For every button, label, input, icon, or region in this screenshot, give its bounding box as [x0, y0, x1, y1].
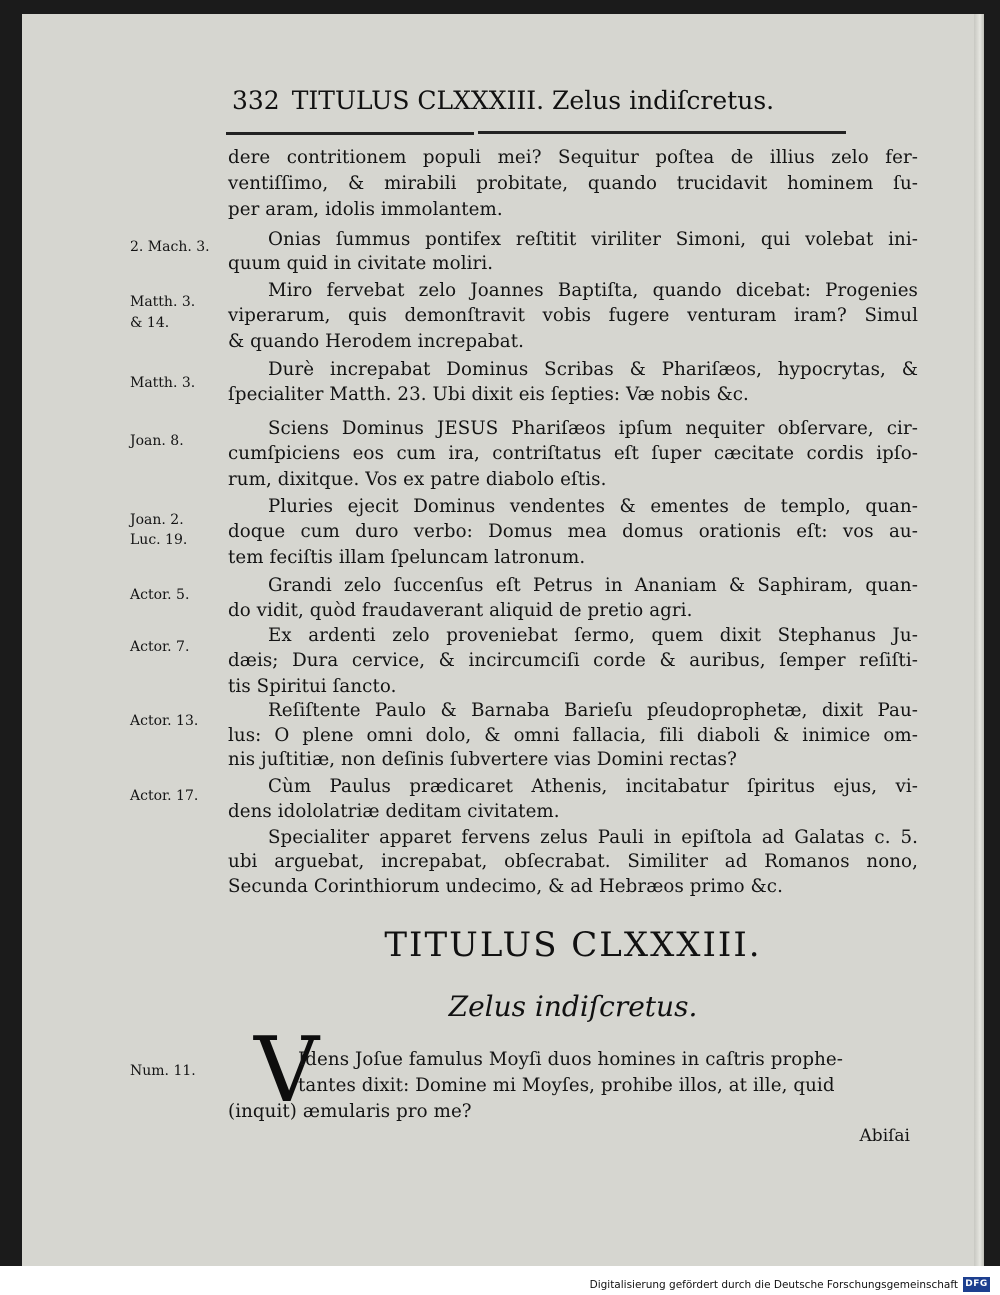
margin-note: Actor. 5.: [130, 587, 190, 603]
text-line: cumſpiciens eos cum ira, contriſtatus eſt ſuper cæcitate cordis ipſo-: [228, 443, 918, 464]
text-line: tantes dixit: Domine mi Moyſes, prohibe illos, at ille, quid: [298, 1075, 835, 1096]
text-line: ubi arguebat, increpabat, obſecrabat. Similiter ad Romanos nono,: [228, 851, 918, 872]
margin-note: 2. Mach. 3.: [130, 239, 210, 255]
text-line: ſpecialiter Matth. 23. Ubi dixit eis ſepties: Væ nobis &c.: [228, 384, 749, 405]
header-rule-right: [478, 131, 846, 134]
text-line: Onias ſummus pontifex reſtitit viriliter Simoni, qui volebat ini-: [268, 229, 918, 250]
text-line: quum quid in civitate moliri.: [228, 253, 494, 274]
margin-note: Joan. 8.: [130, 433, 184, 449]
text-line: dæis; Dura cervice, & incircumciſi corde & auribus, ſemper reſiſti-: [228, 650, 918, 671]
text-line: doque cum duro verbo: Domus mea domus orationis eſt: vos au-: [228, 521, 918, 542]
digitization-credit: Digitalisierung gefördert durch die Deutsche Forschungsgemeinschaft: [589, 1279, 958, 1291]
margin-note: Joan. 2.: [130, 512, 184, 528]
text-line: Grandi zelo ſuccenſus eſt Petrus in Ananiam & Saphiram, quan-: [268, 575, 918, 596]
text-line: per aram, idolis immolantem.: [228, 199, 503, 220]
margin-note: Actor. 17.: [130, 788, 199, 804]
catchword: Abiſai: [859, 1126, 910, 1146]
text-line: Miro fervebat zelo Joannes Baptiſta, quando dicebat: Progenies: [268, 280, 918, 301]
text-line: dere contritionem populi mei? Sequitur poſtea de illius zelo fer-: [228, 147, 918, 168]
text-line: rum, dixitque. Vos ex patre diabolo eſtis.: [228, 469, 607, 490]
margin-note: Actor. 13.: [130, 713, 199, 729]
text-line: lus: O plene omni dolo, & omni fallacia, fili diaboli & inimice om-: [228, 725, 918, 746]
header-rule-left: [226, 132, 474, 135]
section-title: TITULUS CLXXXIII.: [384, 925, 762, 965]
text-line: tem feciſtis illam ſpeluncam latronum.: [228, 547, 586, 568]
margin-note: Luc. 19.: [130, 532, 188, 548]
text-line: & quando Herodem increpabat.: [228, 331, 524, 352]
dfg-logo[interactable]: DFG: [963, 1277, 990, 1292]
text-line: do vidit, quòd fraudaverant aliquid de pretio agri.: [228, 600, 693, 621]
margin-note: Actor. 7.: [130, 639, 190, 655]
text-line: Secunda Corinthiorum undecimo, & ad Hebræos primo &c.: [228, 876, 783, 897]
text-line: Reſiſtente Paulo & Barnaba Barieſu pſeudoprophetæ, dixit Pau-: [268, 700, 918, 721]
text-line: ventiſſimo, & mirabili probitate, quando trucidavit hominem ſu-: [228, 173, 918, 194]
text-line: viperarum, quis demonſtravit vobis fugere venturam iram? Simul: [228, 305, 918, 326]
text-line: dens idololatriæ deditam civitatem.: [228, 801, 560, 822]
margin-note: Num. 11.: [130, 1063, 196, 1079]
drop-cap: V: [254, 1018, 319, 1123]
section-subtitle: Zelus indiſcretus.: [448, 990, 698, 1023]
margin-note: & 14.: [130, 315, 170, 331]
text-line: Specialiter apparet fervens zelus Pauli in epiſtola ad Galatas c. 5.: [268, 827, 918, 848]
margin-note: Matth. 3.: [130, 294, 196, 310]
text-line: Ex ardenti zelo proveniebat ſermo, quem dixit Stephanus Ju-: [268, 625, 918, 646]
text-line: Cùm Paulus prædicaret Athenis, incitabatur ſpiritus ejus, vi-: [268, 776, 918, 797]
text-line: Sciens Dominus JESUS Phariſæos ipſum nequiter obſervare, cir-: [268, 418, 918, 439]
text-line: Idens Joſue famulus Moyſi duos homines in caſtris prophe-: [298, 1049, 844, 1070]
running-title: TITULUS CLXXXIII. Zelus indiſcretus.: [291, 86, 775, 115]
text-line: nis juſtitiæ, non deſinis ſubvertere vias Domini rectas?: [228, 749, 737, 770]
margin-note: Matth. 3.: [130, 375, 196, 391]
text-line: (inquit) æmularis pro me?: [228, 1101, 472, 1122]
text-line: Pluries ejecit Dominus vendentes & ementes de templo, quan-: [268, 496, 918, 517]
text-line: Durè increpabat Dominus Scribas & Phariſæos, hypocrytas, &: [268, 359, 918, 380]
page-edge: [974, 14, 984, 1266]
page-number: 332: [232, 86, 280, 115]
text-line: tis Spiritui ſancto.: [228, 676, 397, 697]
running-header: [232, 86, 840, 116]
